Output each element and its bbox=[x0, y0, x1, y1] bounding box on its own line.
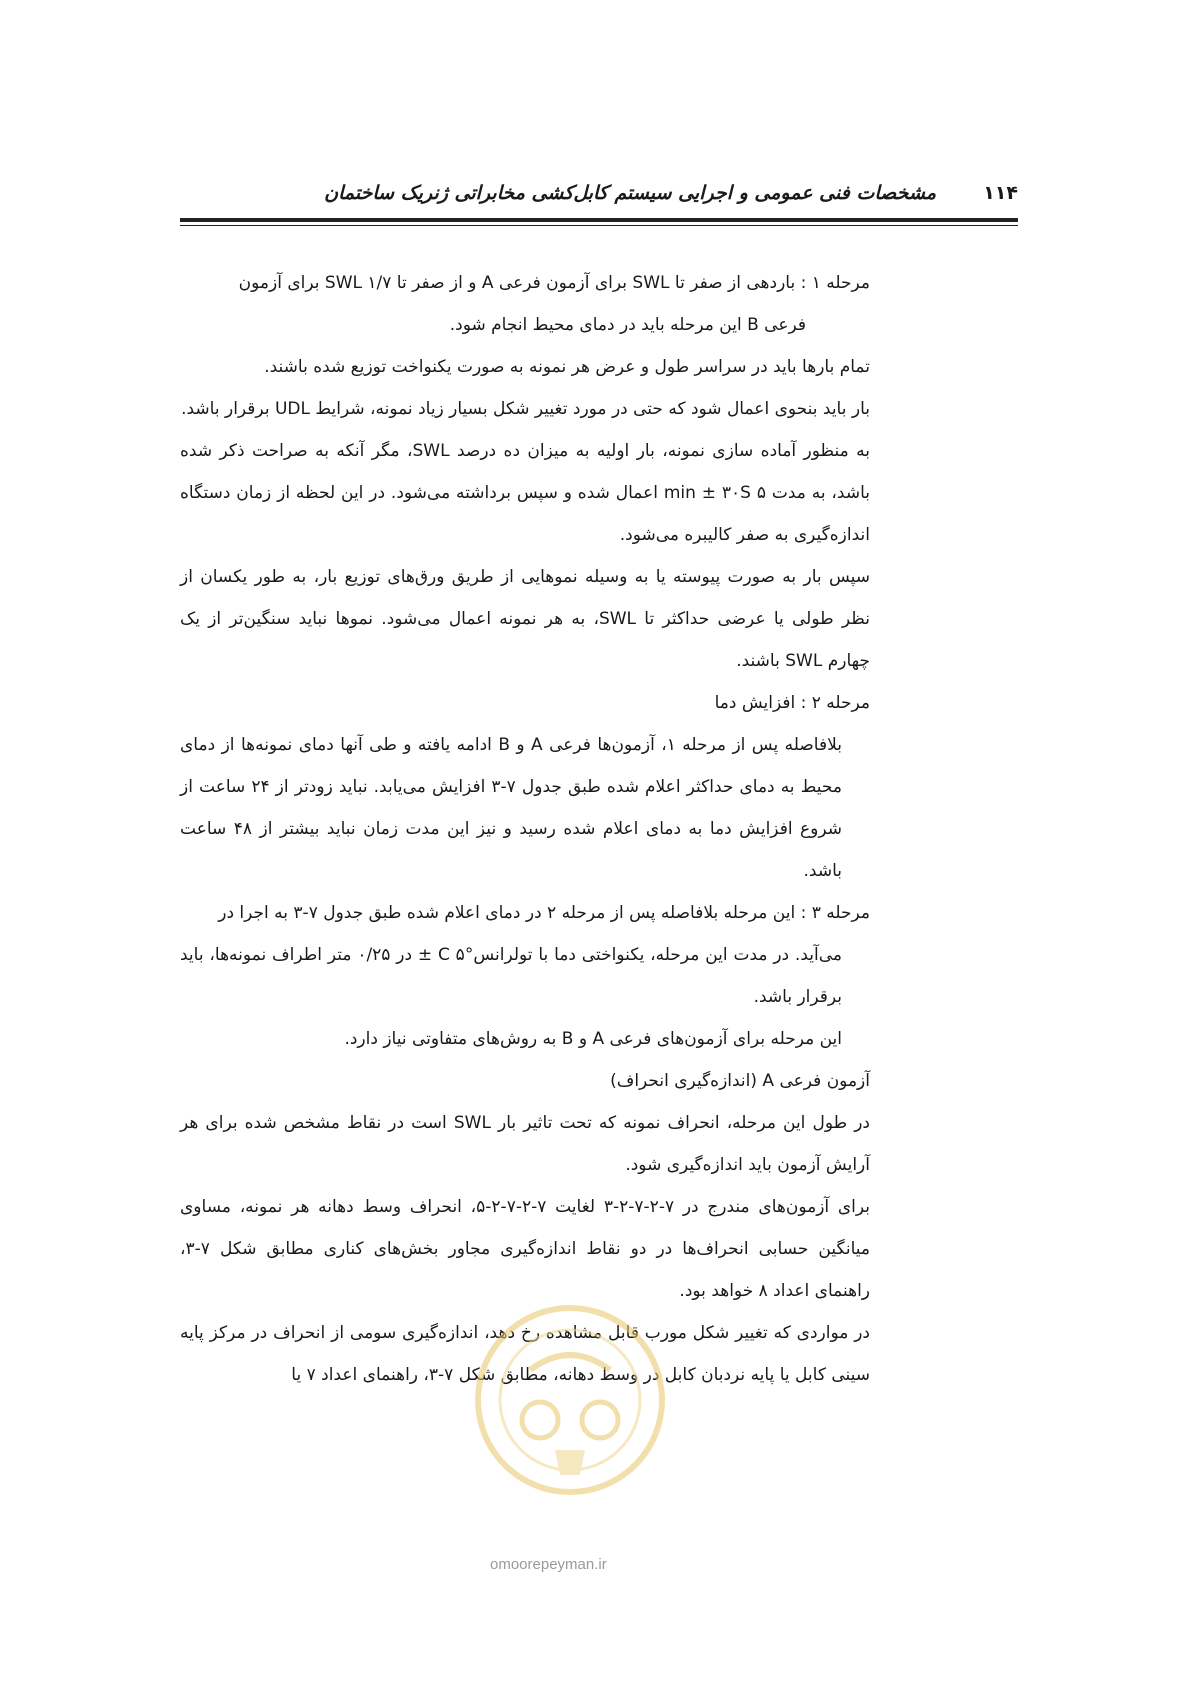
header-rule-thick bbox=[180, 218, 1018, 222]
paragraph-stage3: مرحله ۳ : این مرحله بلافاصله پس از مرحله ۲ در دمای اعلام شده طبق جدول ۷-۳ به اجرا در bbox=[218, 903, 870, 923]
paragraph-increments: سپس بار به صورت پیوسته یا به وسیله نموهایی از طریق ورق‌های توزیع بار، به طور یکسان از نظر طولی یا عرضی حداکثر تا SWL، به هر نمونه اعمال می‌شود. نموها نباید سنگین‌تر از یک چهارم SWL باشند. bbox=[180, 567, 870, 671]
body-text bbox=[180, 262, 870, 1396]
paragraph-deflection: در طول این مرحله، انحراف نمونه که تحت تاثیر بار SWL است در نقاط مشخص شده برای هر آرایش آزمون باید اندازه‌گیری شود. bbox=[180, 1113, 870, 1175]
running-title: مشخصات فنی عمومی و اجرایی سیستم کابل‌کشی مخابراتی ژنریک ساختمان bbox=[324, 182, 936, 204]
paragraph-udl: بار باید بنحوی اعمال شود که حتی در مورد تغییر شکل بسیار زیاد نمونه، شرایط UDL برقرار باشد. bbox=[181, 399, 870, 419]
paragraph-stage2: بلافاصله پس از مرحله ۱، آزمون‌ها فرعی A و B ادامه یافته و طی آنها دمای نمونه‌ها از دمای محیط به دمای حداکثر اعلام شده طبق جدول ۷-۳ افزایش می‌یابد. نباید زودتر از ۲۴ ساعت از شروع افزایش دما به دمای اعلام شده رسید و نیز این مدت زمان نباید بیشتر از ۴۸ ساعت باشد. bbox=[180, 735, 842, 881]
header-rule-thin bbox=[180, 225, 1018, 226]
page-number: ۱۱۴ bbox=[983, 182, 1018, 204]
paragraph-stage1-cont: فرعی B این مرحله باید در دمای محیط انجام شود. bbox=[449, 315, 806, 335]
paragraph-midspan: برای آزمون‌های مندرج در ۷-۲-۷-۲-۳ لغایت ۷-۲-۷-۲-۵، انحراف وسط دهانه هر نمونه، مساوی میانگین حسابی انحراف‌ها در دو نقاط اندازه‌گیری مجاور بخش‌های کناری مطابق شکل ۷-۳، راهنمای اعداد ۸ خواهد بود. bbox=[180, 1197, 871, 1301]
paragraph-diagonal: در مواردی که تغییر شکل مورب قابل مشاهده رخ دهد، اندازه‌گیری سومی از انحراف در مرکز پایه سینی کابل یا پایه نردبان کابل در وسط دهانه، مطابق شکل ۷-۳، راهنمای اعداد ۷ یا bbox=[180, 1323, 870, 1385]
paragraph-stage1: مرحله ۱ : باردهی از صفر تا SWL برای آزمون فرعی A و از صفر تا SWL ۱/۷ برای آزمون bbox=[238, 273, 870, 293]
paragraph-preload: به منظور آماده سازی نمونه، بار اولیه به میزان ده درصد SWL، مگر آنکه به صراحت ذکر شده باشد، به مدت ۵ min ± ۳۰S اعمال شده و سپس برداشته می‌شود. در این لحظه از زمان دستگاه اندازه‌گیری به صفر کالیبره می‌شود. bbox=[180, 441, 870, 545]
watermark-site: omoorepeyman.ir bbox=[490, 1556, 607, 1573]
paragraph-stage3-cont: می‌آید. در مدت این مرحله، یکنواختی دما با تولرانس°C ۵ ± در ۰/۲۵ متر اطراف نمونه‌ها، باید برقرار باشد. bbox=[180, 945, 842, 1007]
page-header bbox=[180, 178, 1018, 218]
heading-stage2: مرحله ۲ : افزایش دما bbox=[714, 693, 870, 713]
paragraph-stage3-methods: این مرحله برای آزمون‌های فرعی A و B به روش‌های متفاوتی نیاز دارد. bbox=[344, 1029, 842, 1049]
heading-subtest-a: آزمون فرعی A (اندازه‌گیری انحراف) bbox=[610, 1071, 870, 1091]
seal-logo-icon bbox=[470, 1300, 670, 1500]
paragraph-load-distribution: تمام بارها باید در سراسر طول و عرض هر نمونه به صورت یکنواخت توزیع شده باشند. bbox=[264, 357, 870, 377]
